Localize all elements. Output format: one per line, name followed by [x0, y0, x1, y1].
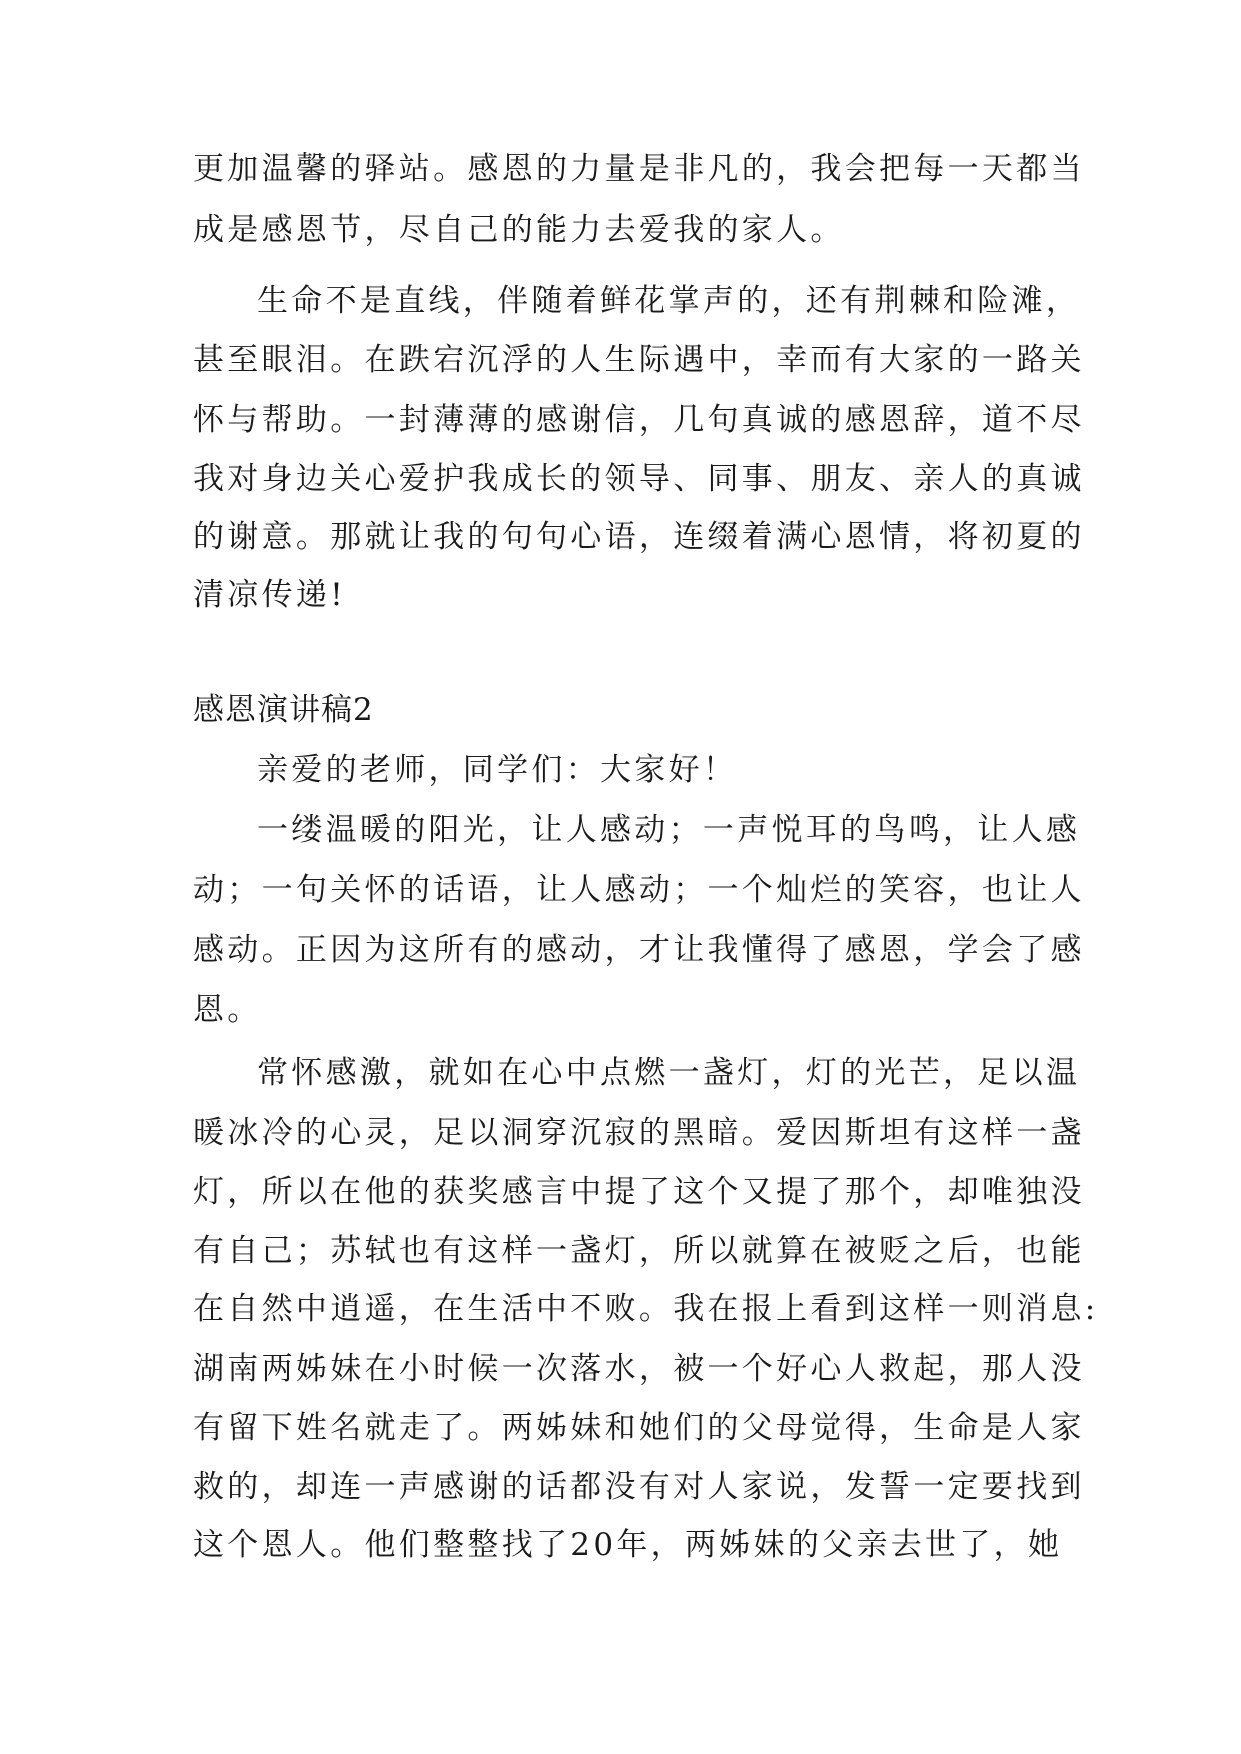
paragraph-line: 一缕温暖的阳光，让人感动；一声悦耳的鸟鸣，让人感 [257, 812, 1081, 848]
paragraph-line: 生命不是直线，伴随着鲜花掌声的，还有荆棘和险滩， [257, 283, 1081, 319]
paragraph-line: 动；一句关怀的话语，让人感动；一个灿烂的笑容，也让人 [193, 872, 1085, 908]
paragraph-line: 甚至眼泪。在跌宕沉浮的人生际遇中，幸而有大家的一路关 [193, 342, 1085, 378]
paragraph-line: 清凉传递! [193, 577, 346, 613]
paragraph-line: 暖冰冷的心灵，足以洞穿沉寂的黑暗。爱因斯坦有这样一盏 [193, 1115, 1085, 1151]
paragraph-line: 感动。正因为这所有的感动，才让我懂得了感恩，学会了感 [193, 932, 1085, 968]
paragraph-line: 恩。 [193, 992, 262, 1028]
paragraph-line: 常怀感激，就如在心中点燃一盏灯，灯的光芒，足以温 [257, 1055, 1081, 1091]
paragraph-line: 我对身边关心爱护我成长的领导、同事、朋友、亲人的真诚 [193, 461, 1085, 497]
paragraph-line: 湖南两姊妹在小时候一次落水，被一个好心人救起，那人没 [193, 1351, 1085, 1387]
paragraph-line: 的谢意。那就让我的句句心语，连缀着满心恩情，将初夏的 [193, 519, 1085, 555]
greeting-line: 亲爱的老师，同学们：大家好！ [257, 752, 738, 788]
paragraph-line: 灯，所以在他的获奖感言中提了这个又提了那个，却唯独没 [193, 1174, 1085, 1210]
paragraph-line: 救的，却连一声感谢的话都没有对人家说，发誓一定要找到 [193, 1469, 1085, 1505]
paragraph-line: 怀与帮助。一封薄薄的感谢信，几句真诚的感恩辞，道不尽 [193, 402, 1085, 438]
paragraph-line: 有留下姓名就走了。两姊妹和她们的父母觉得，生命是人家 [193, 1410, 1085, 1446]
paragraph-line: 这个恩人。他们整整找了20年，两姊妹的父亲去世了，她 [193, 1527, 1063, 1563]
section-title: 感恩演讲稿2 [193, 692, 374, 728]
paragraph-line: 更加温馨的驿站。感恩的力量是非凡的，我会把每一天都当 [193, 151, 1085, 187]
paragraph-line: 成是感恩节，尽自己的能力去爱我的家人。 [193, 212, 845, 248]
paragraph-line: 在自然中逍遥，在生活中不败。我在报上看到这样一则消息: [193, 1291, 1099, 1327]
paragraph-line: 有自己；苏轼也有这样一盏灯，所以就算在被贬之后，也能 [193, 1233, 1085, 1269]
